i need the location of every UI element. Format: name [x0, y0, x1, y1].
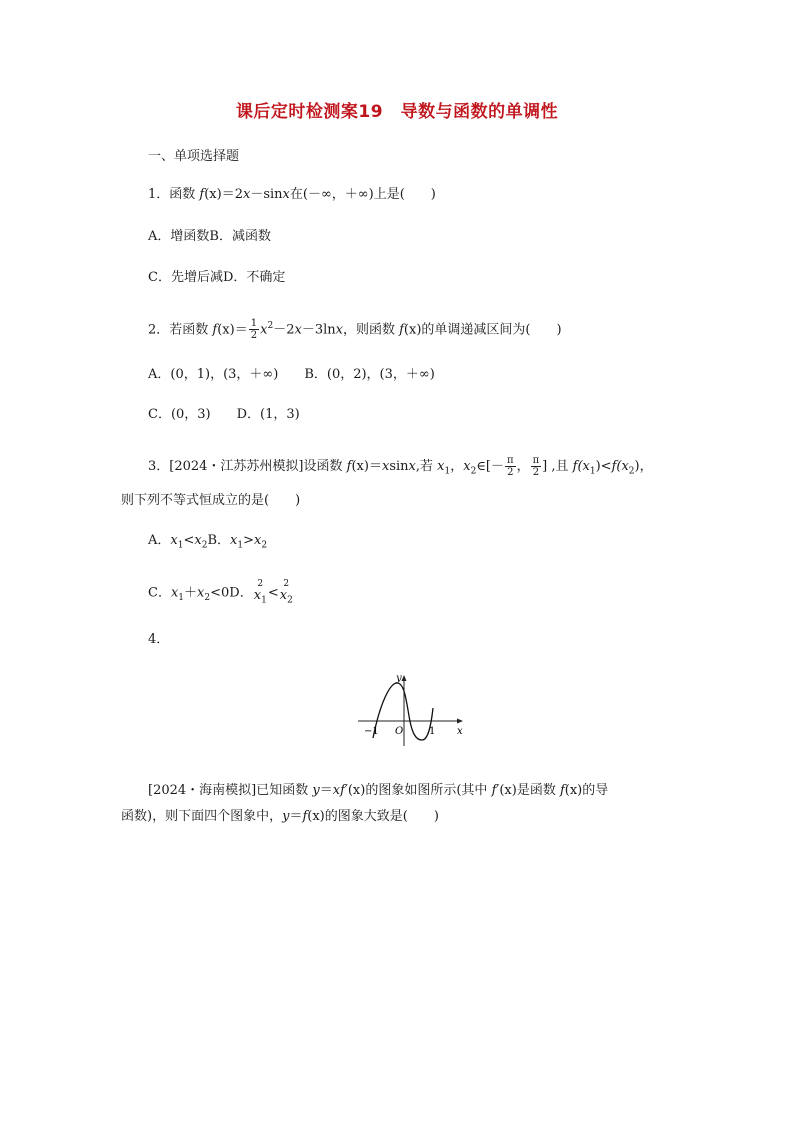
- q2-post2: 的单调递减区间为( ): [421, 322, 562, 338]
- q2-post1: ，则函数: [342, 322, 400, 338]
- q3-D-term1: [254, 579, 267, 607]
- q3-fb: f: [611, 459, 617, 474]
- y-label: y: [396, 673, 402, 684]
- origin-label: O: [395, 726, 404, 737]
- q3-pa-sub: 1: [589, 466, 596, 477]
- q3-sub1: 1: [444, 466, 451, 477]
- q3-D-lt: <: [267, 585, 279, 601]
- q3-C-s1: 1: [178, 592, 185, 603]
- q3-two2: 2: [532, 467, 540, 478]
- q3-fa: f: [572, 459, 578, 474]
- q1-x2: x: [282, 187, 290, 202]
- q3-B-gt: >: [243, 533, 254, 548]
- q2-arg: (x): [217, 322, 235, 338]
- q3-in: ∈[－: [476, 459, 504, 474]
- q3-eq: ＝: [368, 459, 382, 474]
- q4-fp: f′: [340, 783, 348, 798]
- q1-f: f: [199, 187, 205, 202]
- q3-D-x2: x: [279, 588, 288, 603]
- q3-x-2: x: [463, 459, 471, 474]
- q2-frac-num: 1: [250, 318, 258, 330]
- q4-end: 的导: [582, 783, 609, 798]
- q2-x: x: [260, 322, 268, 338]
- q2-ln: －3ln: [301, 322, 336, 338]
- q3-optC: C．: [148, 585, 171, 601]
- q3-D-s2: 2: [287, 595, 293, 606]
- q4-mid: 的图象如图所示(其中: [365, 783, 492, 798]
- q3-mid: ，: [516, 459, 530, 474]
- tick-neg1: −1: [364, 726, 379, 737]
- q3-A-s1: 1: [177, 540, 184, 551]
- q3-close: ] ,且: [542, 459, 573, 474]
- q3-B-x: x: [230, 533, 238, 548]
- q2-number: 2．: [148, 322, 170, 338]
- q1-number: 1．: [148, 187, 170, 202]
- question-4-number: 4．: [148, 632, 170, 647]
- q3-if: ,若: [415, 459, 438, 474]
- q3-options-ab: [148, 533, 267, 554]
- q3-pre: 设函数: [303, 459, 347, 474]
- q4-arg2: (x): [499, 783, 517, 798]
- q4-pre: 已知函数: [256, 783, 313, 798]
- q1-minus: －sin: [250, 187, 283, 202]
- q4-x: x: [332, 783, 341, 798]
- q4-line1: [148, 783, 608, 799]
- q2-eq: ＝: [234, 322, 248, 338]
- q3-C-plus: ＋: [184, 585, 198, 601]
- q4-tag: [2024・海南模拟]: [148, 783, 257, 798]
- page-title: 课后定时检测案19 导数与函数的单调性: [235, 102, 559, 122]
- q1-pre: 函数: [169, 187, 200, 202]
- q3-C-x2: x: [197, 585, 205, 601]
- q3-pb-sub: 2: [628, 466, 635, 477]
- q4-line2a: 函数)，则下面四个图象中，: [121, 809, 283, 824]
- q4-arg3: (x): [564, 783, 583, 798]
- question-2: [148, 318, 562, 341]
- q2-mid: －2: [273, 322, 295, 338]
- question-1: [148, 187, 436, 203]
- q2-pre: 若函数: [169, 322, 213, 338]
- q3-C-s2: 2: [204, 592, 211, 603]
- q3-C-lt0: <0: [210, 585, 230, 601]
- q2-f2: f: [399, 322, 404, 338]
- q3-D-term2: [280, 579, 293, 607]
- q3-sub2: 2: [470, 466, 477, 477]
- q2-x2: x: [294, 322, 302, 338]
- q3-C-x: x: [170, 585, 179, 601]
- q3-sin: sin: [389, 459, 409, 474]
- q3-x2: x: [408, 459, 416, 474]
- q3-B-s1: 1: [237, 540, 244, 551]
- x-axis-arrow: [457, 719, 463, 724]
- q4-y: y: [312, 783, 320, 798]
- q3-D-top1: 2: [257, 579, 264, 589]
- q1-options-ab: A．增函数B．减函数: [148, 229, 271, 244]
- q4-f: f: [559, 783, 565, 798]
- q4-y2: y: [282, 809, 290, 824]
- q3-frac-1: [505, 455, 516, 478]
- q2-f: f: [212, 322, 218, 338]
- q4-line2: [121, 809, 439, 825]
- q3-A-lt: <: [183, 533, 195, 548]
- q3-line2: 则下列不等式恒成立的是( ): [121, 493, 301, 508]
- y-axis-arrow: [402, 675, 407, 681]
- q3-D-s1: 1: [261, 595, 267, 606]
- q3-A-x: x: [170, 533, 178, 548]
- q3-x1: x: [437, 459, 445, 474]
- q3-number: 3．: [148, 459, 170, 474]
- q3-A-x2: x: [194, 533, 202, 548]
- q1-x: x: [243, 187, 251, 202]
- question-3: [148, 455, 653, 480]
- q3-frac-2: [531, 455, 542, 478]
- q4-arg: (x): [347, 783, 366, 798]
- q4-eq2: ＝: [289, 809, 303, 824]
- x-label: x: [457, 726, 463, 737]
- q3-pb: (x: [616, 459, 629, 474]
- q4-arg4: (x): [307, 809, 325, 824]
- q3-two: 2: [507, 467, 514, 478]
- q3-D-top2: 2: [283, 579, 290, 589]
- q2-frac-den: 2: [250, 330, 258, 342]
- q2-sq: 2: [267, 321, 274, 331]
- q4-fp2: f′: [491, 783, 500, 798]
- q3-B-s2: 2: [261, 540, 268, 551]
- q3-optD: D．: [229, 585, 253, 601]
- q1-eq: ＝2: [221, 187, 243, 202]
- q4-line2b: 的图象大致是( ): [324, 809, 439, 824]
- q1-post: 在(－∞，＋∞)上是( ): [289, 187, 436, 202]
- q2-options-ab: A．(0，1)，(3，＋∞) B．(0，2)，(3，＋∞): [148, 367, 435, 382]
- q2-fraction: [249, 318, 259, 341]
- q1-options-cd: C．先增后减D．不确定: [148, 270, 286, 285]
- q3-x: x: [381, 459, 390, 474]
- q3-B-x2: x: [254, 533, 262, 548]
- q3-f: f: [346, 459, 352, 474]
- q2-x3: x: [335, 322, 343, 338]
- q3-options-cd: [148, 579, 294, 607]
- q2-arg2: (x): [403, 322, 422, 338]
- q3-comma: ，: [450, 459, 464, 474]
- q4-eq: ＝: [319, 783, 333, 798]
- q3-A-s2: 2: [201, 540, 208, 551]
- q1-arg: (x): [204, 187, 222, 202]
- q3-pa: (x: [577, 459, 590, 474]
- section-heading: 一、单项选择题: [148, 149, 240, 164]
- q3-optB: B．: [207, 533, 231, 548]
- q3-pi2: π: [532, 455, 540, 466]
- tick-pos1: 1: [429, 726, 436, 737]
- q3-lt: )<: [595, 459, 612, 474]
- q3-D-x: x: [253, 588, 262, 603]
- derivative-graph: [355, 668, 470, 748]
- q3-pi: π: [507, 455, 514, 466]
- q3-optA: A．: [148, 533, 171, 548]
- q4-f2: f: [302, 809, 308, 824]
- q2-options-cd: C．(0，3) D．(1，3): [148, 407, 300, 422]
- q3-end: )，: [634, 459, 653, 474]
- q4-mid2: 是函数: [516, 783, 560, 798]
- q3-arg: (x): [351, 459, 369, 474]
- q3-tag: [2024・江苏苏州模拟]: [169, 459, 304, 474]
